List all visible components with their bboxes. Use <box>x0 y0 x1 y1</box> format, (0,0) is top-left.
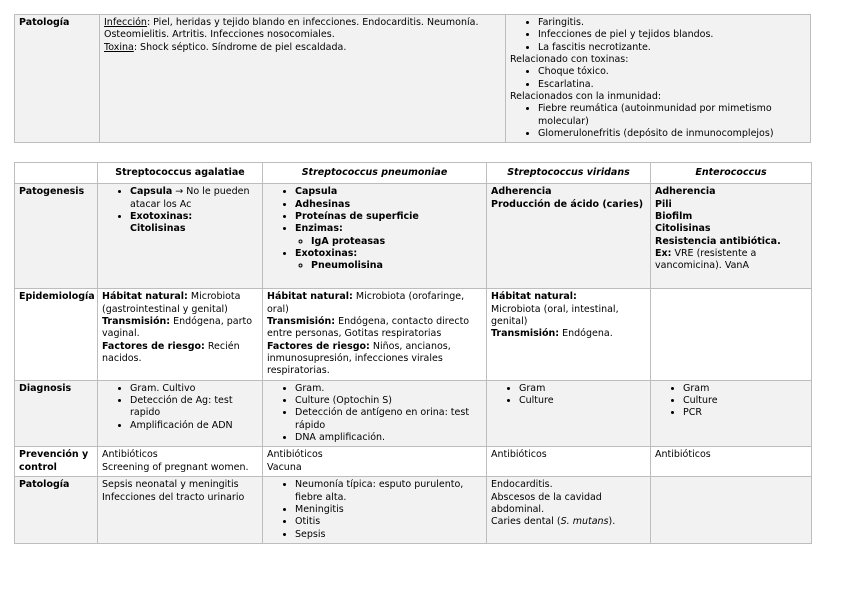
list-item: • La fascitis necrotizante. <box>538 42 806 54</box>
list-item: ◦ IgA proteasas <box>311 236 482 248</box>
top-row-label: Patología <box>15 15 100 143</box>
cell-diagnosis-enterococcus <box>651 380 812 447</box>
list-item: • Neumonía típica: esputo purulento, fiebre alta. <box>295 479 482 504</box>
list-item: • PCR <box>683 407 807 419</box>
list-item: • Capsula → No le pueden atacar los Ac <box>130 186 258 211</box>
top-list-1 <box>510 17 806 54</box>
list-item: • Detección de Ag: test rapido <box>130 395 258 420</box>
row-label-patogenesis: Patogenesis <box>15 184 98 289</box>
list-item: • Detección de antígeno en orina: test rápido <box>295 407 482 432</box>
streptococcus-comparison-table <box>14 162 812 544</box>
top-list-3 <box>510 103 806 140</box>
header-pneumoniae: Streptococcus pneumoniae <box>263 163 487 184</box>
cell-patogenesis-pneumoniae <box>263 184 487 289</box>
list-item: • Escarlatina. <box>538 79 806 91</box>
list-item: ◦ Pneumolisina <box>311 260 482 272</box>
cell-patologia-pneumoniae <box>263 477 487 544</box>
row-label-epidemiologia: Epidemiología <box>15 289 98 380</box>
cell-epidemiologia-agalactiae: Hábitat natural: Microbiota (gastrointestinal y genital) Transmisión: Endógena, parto vaginal. Factores de riesgo: Recién nacidos. <box>98 289 263 380</box>
table-row <box>15 380 812 447</box>
list-item: • Culture <box>519 395 646 407</box>
header-viridans: Streptococcus viridans <box>487 163 651 184</box>
list-item: • Gram <box>519 383 646 395</box>
cell-patologia-agalactiae: Sepsis neonatal y meningitis Infecciones del tracto urinario <box>98 477 263 544</box>
toxinas-heading: Relacionado con toxinas: <box>510 54 629 66</box>
list-item: • Culture <box>683 395 807 407</box>
cell-prevencion-pneumoniae: Antibióticos Vacuna <box>263 447 487 477</box>
cell-patologia-enterococcus <box>651 477 812 544</box>
cell-patogenesis-viridans: Adherencia Producción de ácido (caries) <box>487 184 651 289</box>
infeccion-label: Infección <box>104 17 147 28</box>
list-item: • Choque tóxico. <box>538 66 806 78</box>
toxina-text: : Shock séptico. Síndrome de piel escaldada. <box>133 41 347 53</box>
cell-prevencion-viridans: Antibióticos <box>487 447 651 477</box>
top-pathology-table <box>14 14 811 143</box>
table-row <box>15 184 812 289</box>
cell-prevencion-enterococcus: Antibióticos <box>651 447 812 477</box>
infeccion-text: : Piel, heridas y tejido blando en infecciones. Endocarditis. Neumonía. Osteomielitis. Artritis. Infecciones nosocomiales. <box>104 17 479 41</box>
cell-diagnosis-pneumoniae <box>263 380 487 447</box>
header-empty <box>15 163 98 184</box>
top-list-2 <box>510 66 806 91</box>
list-item: • Adhesinas <box>295 199 482 211</box>
cell-patologia-viridans: Endocarditis. Abscesos de la cavidad abdominal. Caries dental (S. mutans). <box>487 477 651 544</box>
list-item: • Exotoxinas: Citolisinas <box>130 211 258 236</box>
top-middle-cell <box>100 15 506 143</box>
header-enterococcus: Enterococcus <box>651 163 812 184</box>
list-item: • Gram <box>683 383 807 395</box>
row-label-diagnosis: Diagnosis <box>15 380 98 447</box>
cell-patogenesis-agalactiae <box>98 184 263 289</box>
cell-prevencion-agalactiae: Antibióticos Screening of pregnant women. <box>98 447 263 477</box>
list-item: • Gram. Cultivo <box>130 383 258 395</box>
list-item: • DNA amplificación. <box>295 432 482 444</box>
table-row <box>15 447 812 477</box>
list-item: • Amplificación de ADN <box>130 420 258 432</box>
list-item: • Faringitis. <box>538 17 806 29</box>
inmunidad-heading: Relacionados con la inmunidad: <box>510 91 662 103</box>
row-label-prevencion: Prevención y control <box>15 447 98 477</box>
list-item: • Proteínas de superficie <box>295 211 482 223</box>
list-item: • Enzimas: ◦ IgA proteasas <box>295 223 482 248</box>
list-item: • Glomerulonefritis (depósito de inmunocomplejos) <box>538 128 806 140</box>
list-item: • Infecciones de piel y tejidos blandos. <box>538 29 806 41</box>
cell-diagnosis-viridans <box>487 380 651 447</box>
cell-diagnosis-agalactiae <box>98 380 263 447</box>
table-row <box>15 477 812 544</box>
top-right-cell <box>506 15 811 143</box>
toxina-label: Toxina <box>104 41 134 53</box>
row-label-patologia: Patología <box>15 477 98 544</box>
cell-epidemiologia-pneumoniae: Hábitat natural: Microbiota (orofaringe, oral) Transmisión: Endógena, contacto directo entre personas, Gotitas respiratorias Factores de riesgo: Niños, ancianos, inmunosupresión, infecciones virales respiratorias. <box>263 289 487 380</box>
header-row <box>15 163 812 184</box>
list-item: • Culture (Optochin S) <box>295 395 482 407</box>
cell-patogenesis-enterococcus: Adherencia Pili Biofilm Citolisinas Resistencia antibiótica. Ex: VRE (resistente a vancomicina). VanA <box>651 184 812 289</box>
cell-epidemiologia-enterococcus <box>651 289 812 380</box>
list-item: • Fiebre reumática (autoinmunidad por mimetismo molecular) <box>538 103 806 128</box>
list-item: • Gram. <box>295 383 482 395</box>
list-item: • Meningitis <box>295 504 482 516</box>
list-item: • Capsula <box>295 186 482 198</box>
header-agalactiae: Streptococcus agalatiae <box>98 163 263 184</box>
table-row <box>15 289 812 380</box>
list-item: • Exotoxinas: ◦ Pneumolisina <box>295 248 482 273</box>
cell-epidemiologia-viridans: Hábitat natural: Microbiota (oral, intestinal, genital) Transmisión: Endógena. <box>487 289 651 380</box>
list-item: • Otitis <box>295 516 482 528</box>
list-item: • Sepsis <box>295 529 482 541</box>
